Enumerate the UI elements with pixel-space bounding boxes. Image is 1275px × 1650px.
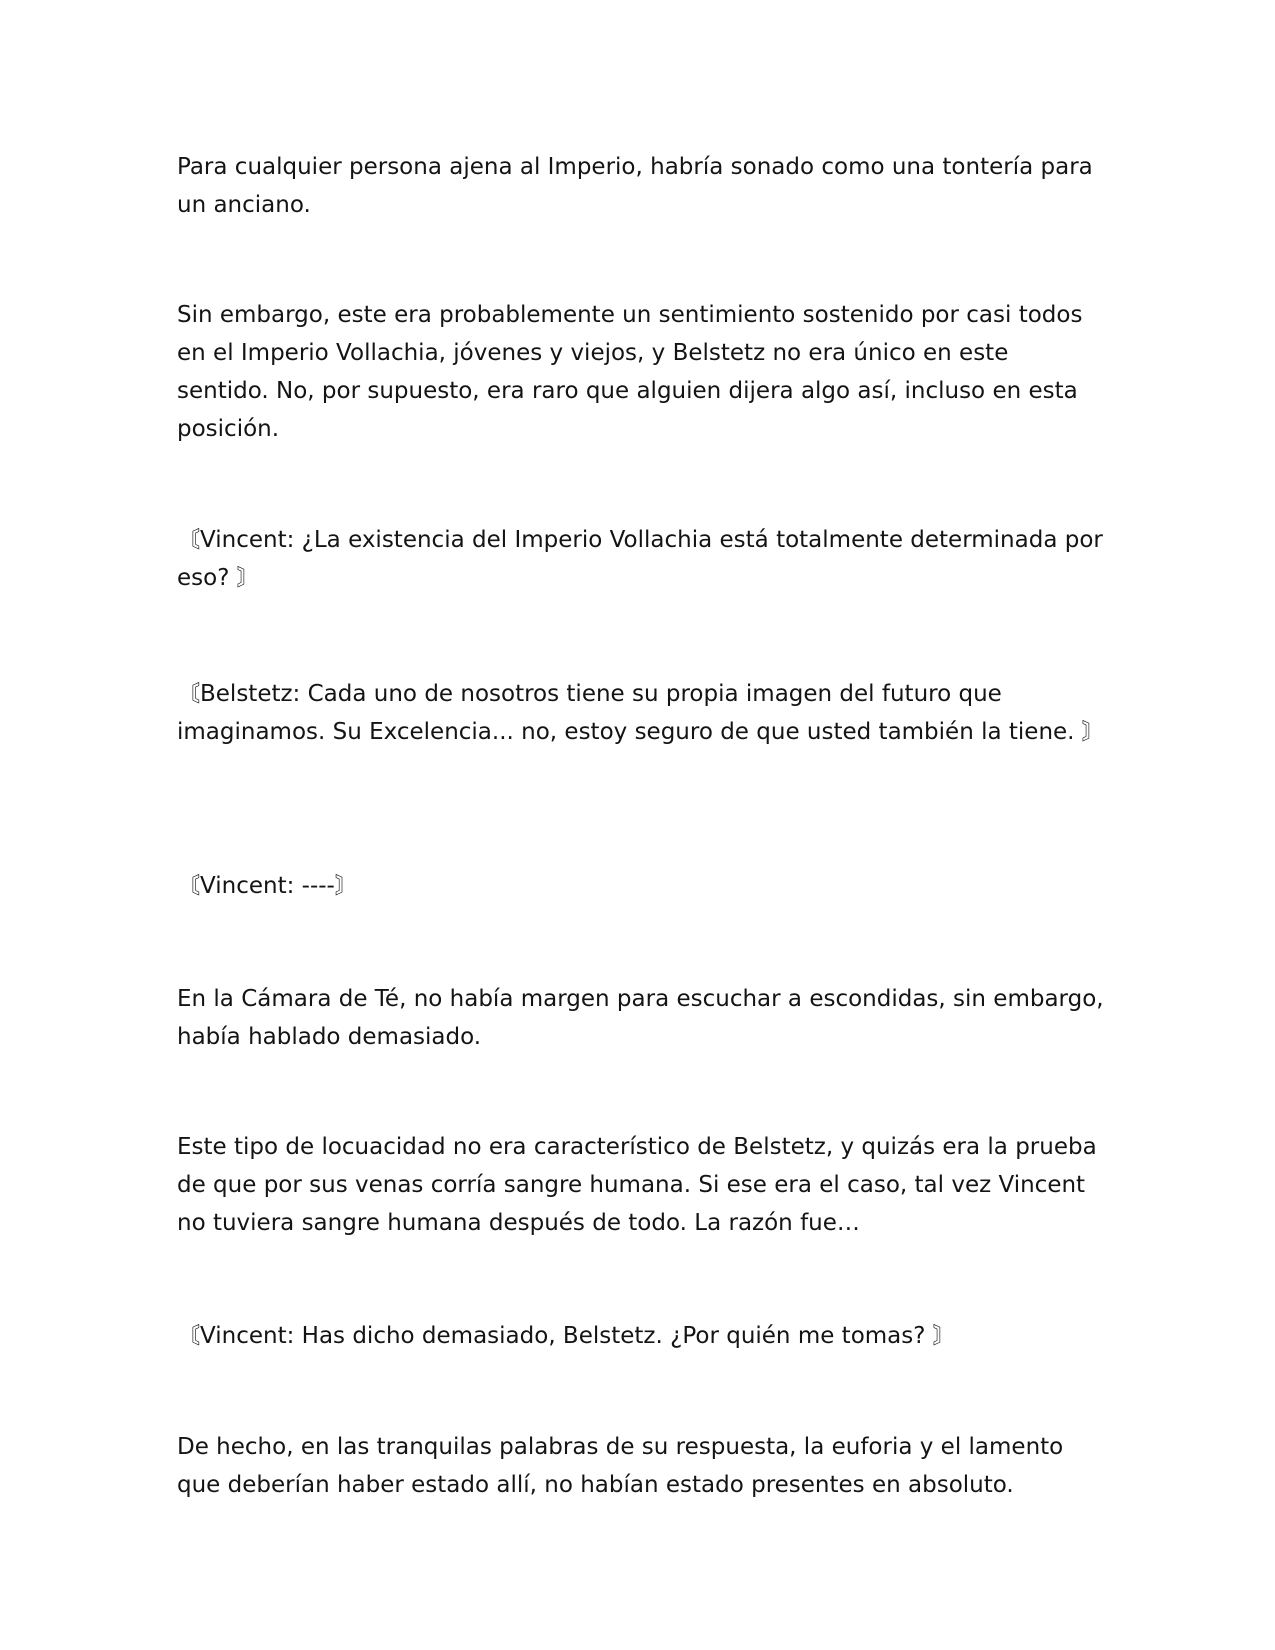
paragraph-9: De hecho, en las tranquilas palabras de su respuesta, la euforia y el lamento que deberían haber estado allí, no habían estado presentes en absoluto. bbox=[177, 1434, 1064, 1498]
dialogue-vincent-2: 〘Vincent: ----〙 bbox=[177, 873, 358, 899]
dialogue-vincent-3: 〘Vincent: Has dicho demasiado, Belstetz. ¿Por quién me tomas? 〙 bbox=[177, 1323, 956, 1349]
dialogue-belstetz: 〘Belstetz: Cada uno de nosotros tiene su propia imagen del futuro que imaginamos. Su Excelencia... no, estoy seguro de que usted también la tiene. 〙 bbox=[177, 681, 1105, 745]
paragraph-1: Para cualquier persona ajena al Imperio, habría sonado como una tontería para un anciano. bbox=[177, 154, 1093, 218]
dialogue-vincent-1: 〘Vincent: ¿La existencia del Imperio Vollachia está totalmente determinada por eso? 〙 bbox=[177, 527, 1103, 591]
paragraph-2: Sin embargo, este era probablemente un sentimiento sostenido por casi todos en el Imperio Vollachia, jóvenes y viejos, y Belstetz no era único en este sentido. No, por supuesto, era raro que alguien dijera algo así, incluso en esta posición. bbox=[177, 302, 1083, 442]
paragraph-6: En la Cámara de Té, no había margen para escuchar a escondidas, sin embargo, había hablado demasiado. bbox=[177, 986, 1104, 1050]
paragraph-7: Este tipo de locuacidad no era característico de Belstetz, y quizás era la prueba de que por sus venas corría sangre humana. Si ese era el caso, tal vez Vincent no tuviera sangre humana después de todo. La razón fue… bbox=[177, 1134, 1097, 1236]
